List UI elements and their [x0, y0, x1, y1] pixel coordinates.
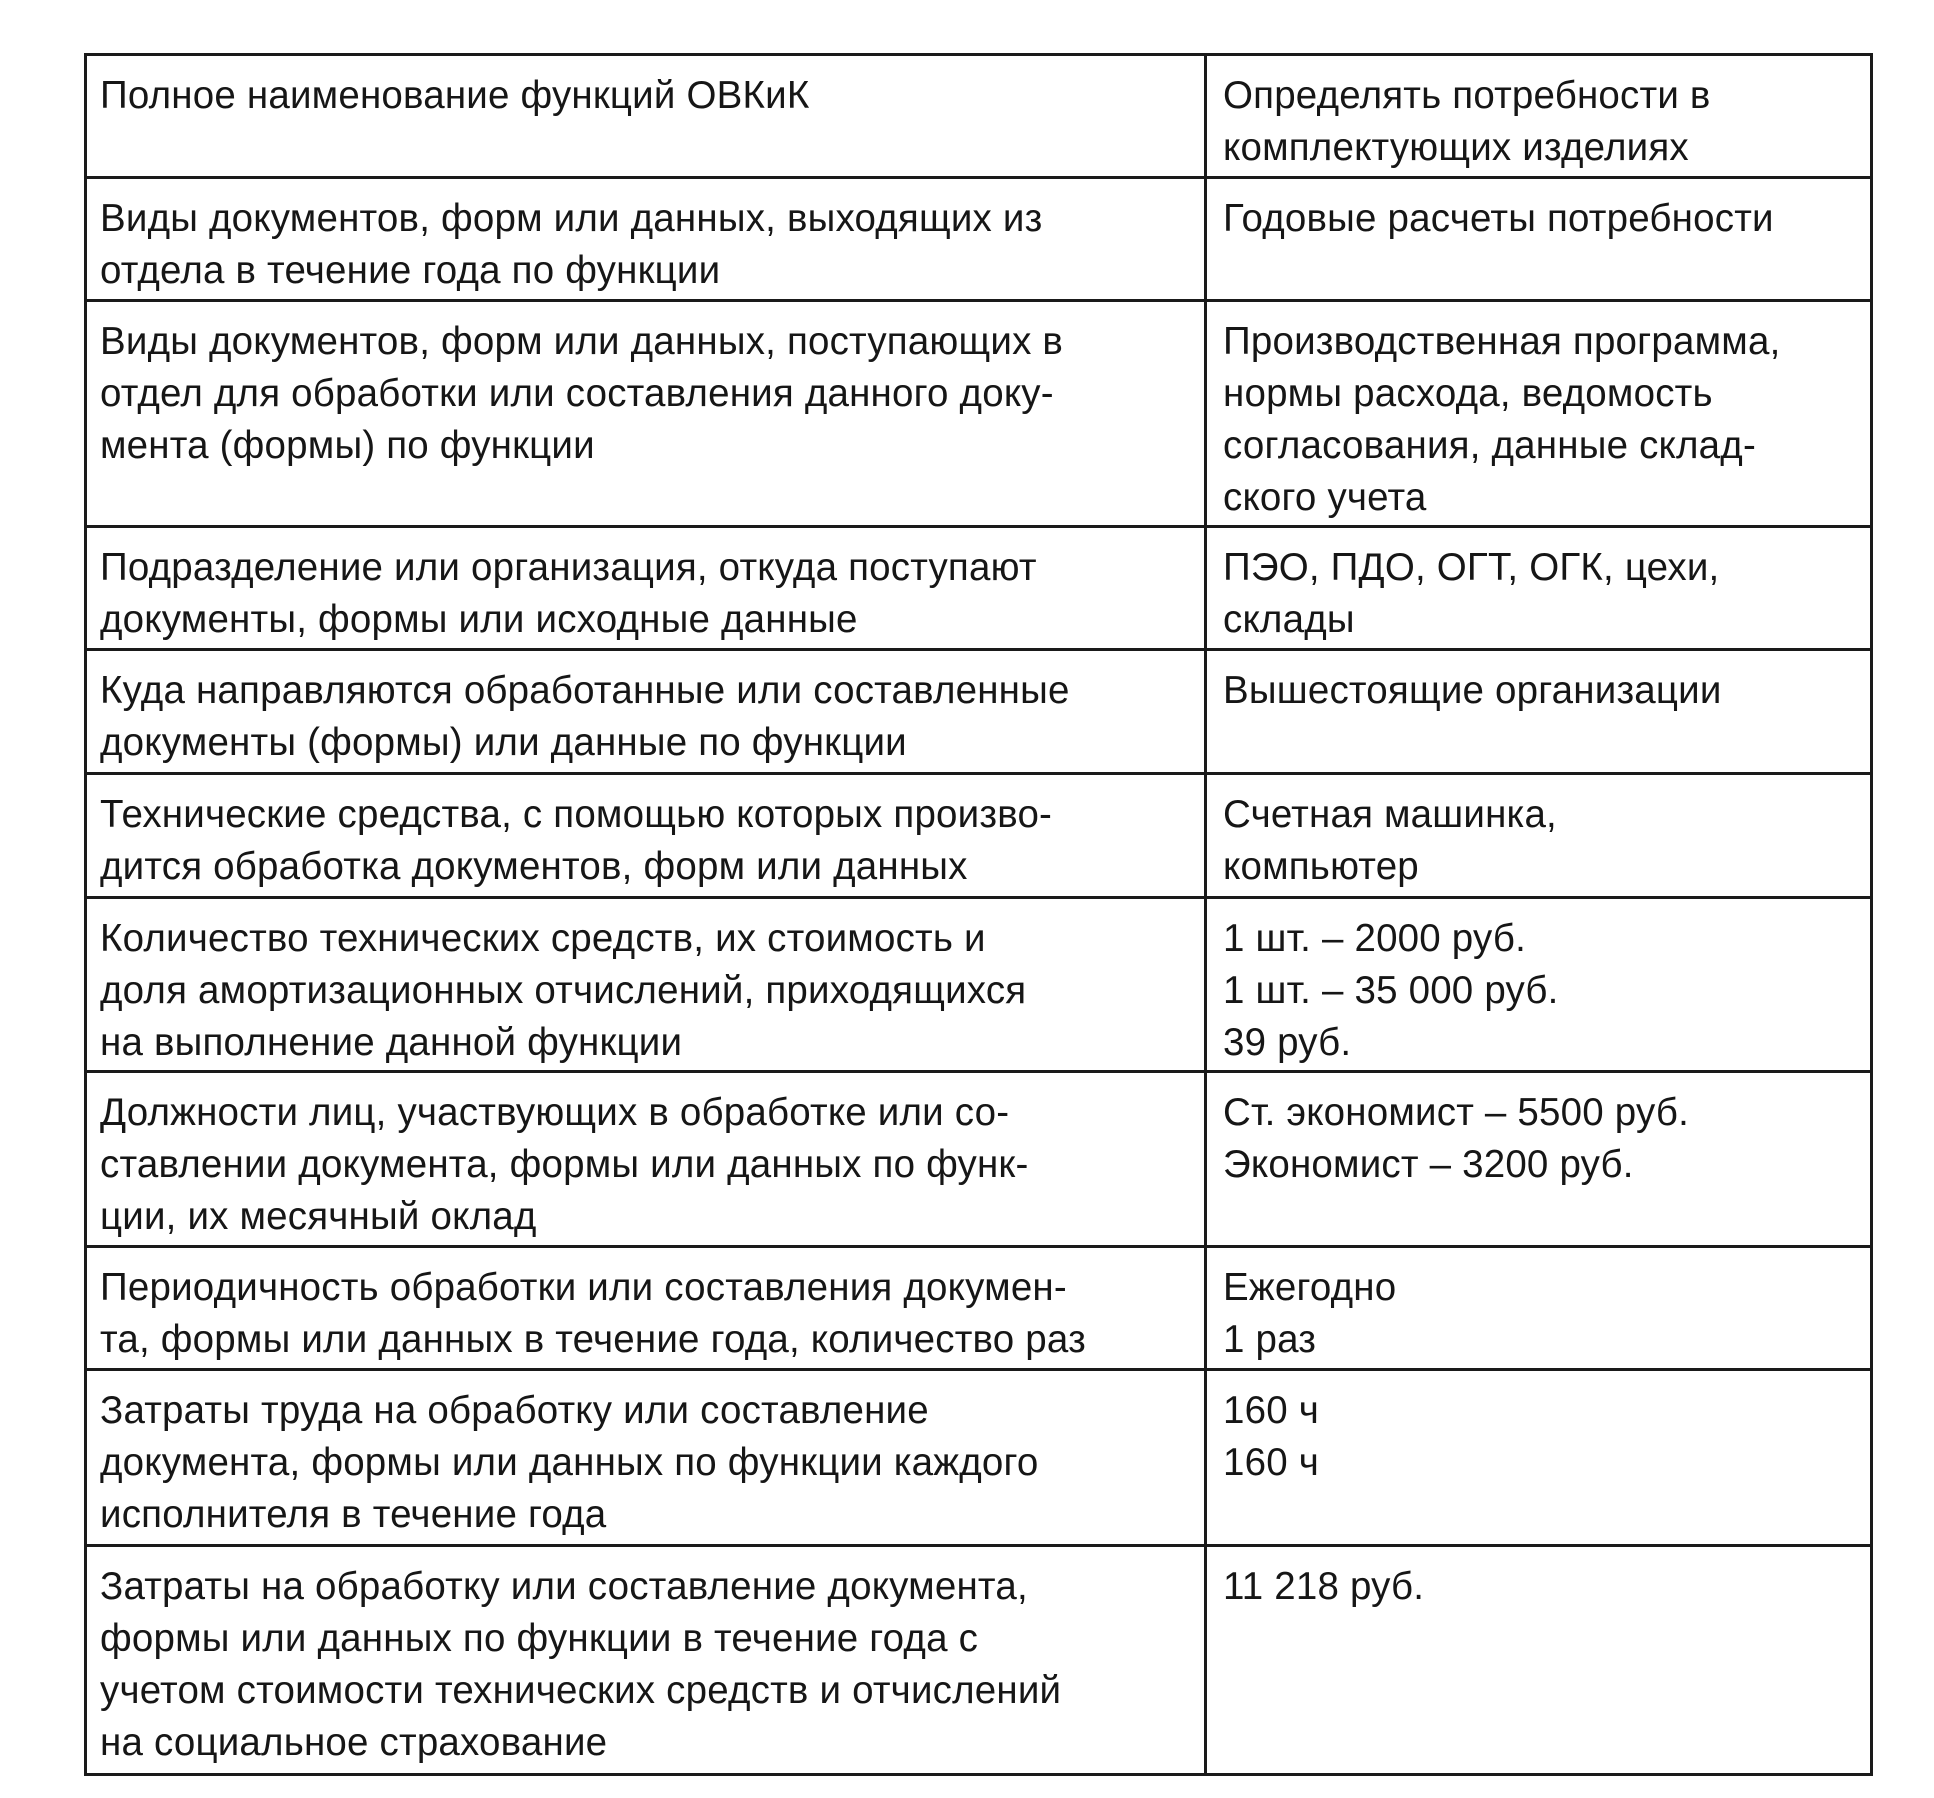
row-value-line: склады	[1223, 598, 1355, 641]
row-label-line: доля амортизационных отчислений, приходящихся	[100, 969, 1027, 1012]
functions-table	[84, 53, 1873, 1776]
row-value-line: 160 ч	[1223, 1441, 1319, 1484]
row-value-line: Ежегодно	[1223, 1266, 1397, 1309]
row-value-line: ского учета	[1223, 476, 1427, 519]
row-value-line: Вышестоящие организации	[1223, 669, 1722, 712]
row-value-line: Счетная машинка,	[1223, 793, 1557, 836]
row-value-cell	[1206, 650, 1872, 774]
table-body	[86, 55, 1872, 1775]
row-label-line: Технические средства, с помощью которых произво-	[100, 793, 1053, 836]
row-value-line: Определять потребности в	[1223, 74, 1711, 117]
row-value-line: Ст. экономист – 5500 руб.	[1223, 1091, 1689, 1134]
row-value-line: компьютер	[1223, 845, 1419, 888]
row-value-cell	[1206, 178, 1872, 301]
row-label-line: Виды документов, форм или данных, поступающих в	[100, 320, 1064, 363]
row-label-line: на социальное страхование	[100, 1721, 608, 1764]
row-label-line: Должности лиц, участвующих в обработке или со-	[100, 1091, 1010, 1134]
row-value-cell	[1206, 898, 1872, 1072]
row-value-cell	[1206, 1072, 1872, 1247]
table-row	[86, 774, 1872, 898]
table-row	[86, 898, 1872, 1072]
row-label-cell	[86, 178, 1206, 301]
row-label-line: документы, формы или исходные данные	[100, 598, 858, 641]
table-row	[86, 178, 1872, 301]
row-label-line: исполнителя в течение года	[100, 1493, 607, 1536]
table-row	[86, 1546, 1872, 1775]
row-value-line: Годовые расчеты потребности	[1223, 197, 1774, 240]
row-label-line: Затраты труда на обработку или составление	[100, 1389, 929, 1432]
table-row	[86, 650, 1872, 774]
row-value-line: нормы расхода, ведомость	[1223, 372, 1713, 415]
row-label-cell	[86, 1072, 1206, 1247]
row-label-line: ции, их месячный оклад	[100, 1195, 537, 1238]
table-row	[86, 55, 1872, 178]
row-label-cell	[86, 527, 1206, 650]
row-label-cell	[86, 1546, 1206, 1775]
row-label-cell	[86, 55, 1206, 178]
row-label-cell	[86, 774, 1206, 898]
row-value-line: ПЭО, ПДО, ОГТ, ОГК, цехи,	[1223, 546, 1720, 589]
row-value-line: 39 руб.	[1223, 1021, 1352, 1064]
row-label-line: на выполнение данной функции	[100, 1021, 683, 1064]
row-label-line: отдел для обработки или составления данного доку-	[100, 372, 1054, 415]
table-row	[86, 1370, 1872, 1546]
row-label-line: Виды документов, форм или данных, выходящих из	[100, 197, 1043, 240]
row-value-line: 11 218 руб.	[1223, 1565, 1425, 1608]
row-value-line: Производственная программа,	[1223, 320, 1781, 363]
row-label-line: формы или данных по функции в течение года с	[100, 1617, 979, 1660]
row-value-line: Экономист – 3200 руб.	[1223, 1143, 1634, 1186]
row-label-line: отдела в течение года по функции	[100, 249, 721, 292]
row-label-cell	[86, 301, 1206, 527]
row-label-line: документы (формы) или данные по функции	[100, 721, 907, 764]
row-label-line: документа, формы или данных по функции каждого	[100, 1441, 1039, 1484]
row-label-line: Полное наименование функций ОВКиК	[100, 74, 810, 117]
row-label-cell	[86, 898, 1206, 1072]
row-value-cell	[1206, 55, 1872, 178]
row-value-cell	[1206, 1247, 1872, 1370]
row-value-line: 1 раз	[1223, 1318, 1317, 1361]
row-value-line: комплектующих изделиях	[1223, 126, 1689, 169]
row-value-cell	[1206, 1370, 1872, 1546]
row-label-cell	[86, 1247, 1206, 1370]
row-label-line: учетом стоимости технических средств и отчислений	[100, 1669, 1062, 1712]
row-value-line: 1 шт. – 2000 руб.	[1223, 917, 1527, 960]
row-label-cell	[86, 1370, 1206, 1546]
row-value-cell	[1206, 301, 1872, 527]
table-row	[86, 1072, 1872, 1247]
table-row	[86, 301, 1872, 527]
row-label-cell	[86, 650, 1206, 774]
row-value-line: 1 шт. – 35 000 руб.	[1223, 969, 1559, 1012]
row-value-cell	[1206, 527, 1872, 650]
row-value-line: согласования, данные склад-	[1223, 424, 1756, 467]
table-row	[86, 1247, 1872, 1370]
row-label-line: мента (формы) по функции	[100, 424, 595, 467]
row-label-line: та, формы или данных в течение года, количество раз	[100, 1318, 1086, 1361]
row-label-line: дится обработка документов, форм или данных	[100, 845, 968, 888]
table-row	[86, 527, 1872, 650]
row-label-line: Подразделение или организация, откуда поступают	[100, 546, 1037, 589]
row-label-line: Куда направляются обработанные или составленные	[100, 669, 1070, 712]
row-value-cell	[1206, 774, 1872, 898]
row-label-line: ставлении документа, формы или данных по функ-	[100, 1143, 1029, 1186]
row-label-line: Затраты на обработку или составление документа,	[100, 1565, 1028, 1608]
row-value-cell	[1206, 1546, 1872, 1775]
row-label-line: Количество технических средств, их стоимость и	[100, 917, 986, 960]
row-value-line: 160 ч	[1223, 1389, 1319, 1432]
row-label-line: Периодичность обработки или составления докумен-	[100, 1266, 1067, 1309]
